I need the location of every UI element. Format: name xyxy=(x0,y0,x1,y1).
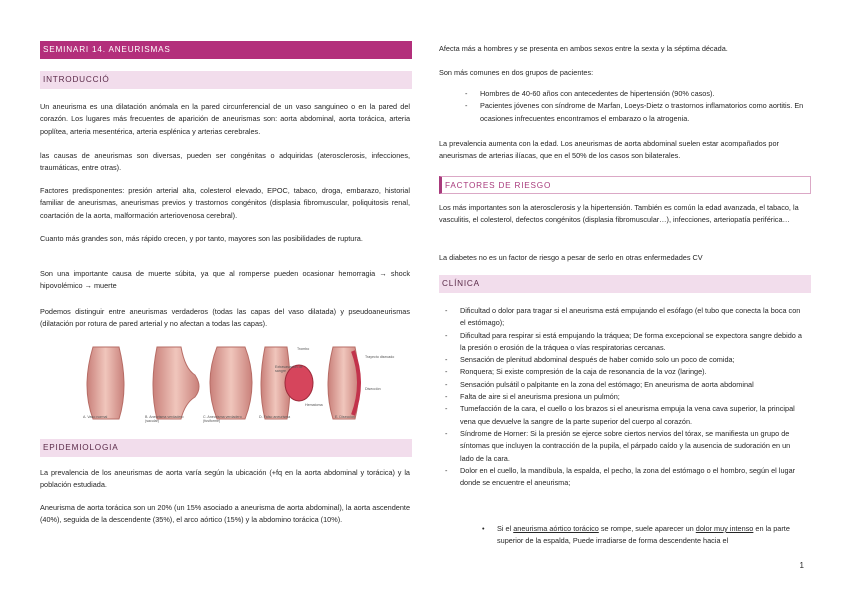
figure-label-d: D. Falso aneurisma xyxy=(259,415,291,419)
epidemiologia-paragraph-2: Aneurisma de aorta torácica son un 20% (un 15% asociado a aneurisma de aorta abdominal), la aorta ascendente (40%), seguida de la descendente (35%), el arco aórtico (15%) y la abdomino torácica (10%). xyxy=(40,503,410,525)
clinica-symptoms-list xyxy=(460,305,805,489)
list-item: - Pacientes jóvenes con síndrome de Marfan, Loeys-Dietz o trastornos inflamatorios como aortitis. En ocasiones infrecuentes encontramos el embarazo o la atrogenia. xyxy=(480,100,805,125)
epidemiologia-heading-text: EPIDEMIOLOGIA xyxy=(43,443,119,452)
section-heading-epidemiologia xyxy=(40,439,412,457)
sub-item-rest: en la parte superior de la espalda, Puede irradiarse de forma descendente hacia el xyxy=(497,524,790,546)
figure-label-a: A. Vaso normal xyxy=(83,415,108,419)
right-paragraph-groups: Son más comunes en dos grupos de pacientes: xyxy=(439,68,594,77)
right-paragraph-sexes: Afecta más a hombres y se presenta en ambos sexos entre la sexta y la séptima década. xyxy=(439,44,728,53)
sub-item-underlined-pain: dolor muy intenso xyxy=(695,524,754,533)
page-number: 1 xyxy=(799,561,804,570)
figure-annotation-dissection: Disección xyxy=(365,387,381,391)
sub-item-prefix: Si el xyxy=(497,524,514,533)
figure-annotation-thrombus: Trombo xyxy=(297,347,310,351)
aneurysm-types-figure xyxy=(53,343,398,431)
intro-paragraph-1: Un aneurisma es una dilatación anómala en la pared circunferencial de un vaso sanguineo o en la pared del corazón. Los lugares más frecuentes de aparición de aneurismas son: aorta abdominal, aorta torácica, arteria poplítea, arteria mesentérica, arteria esplénica y arterias cerebrales. xyxy=(40,102,410,136)
list-item: - Sensación pulsátil o palpitante en la zona del estómago; En aneurisma de aorta abdominal xyxy=(460,379,805,391)
vessel-fusiform xyxy=(210,347,252,419)
vessel-saccular xyxy=(153,347,199,419)
vessel-dissection xyxy=(328,347,359,419)
sub-list-item xyxy=(497,523,807,548)
list-item: - Sensación de plenitud abdominal después de haber comido solo un poco de comida; xyxy=(460,354,805,366)
list-item: - Tumefacción de la cara, el cuello o los brazos si el aneurisma empuja la vena cava superior, la principal vena que devuelve la sangre de la parte superior del cuerpo al corazón. xyxy=(460,403,805,428)
figure-annotation-extravasation: Extravasación de sangre xyxy=(275,365,303,373)
list-item: - Dificultad para respirar si está empujando la tráquea; De forma excepcional se expectora sangre debido a la presión o erosión de la tráquea o vías respiratorias cercanas. xyxy=(460,330,805,355)
right-paragraph-prevalence: La prevalencia aumenta con la edad. Los aneurismas de aorta abdominal suelen estar acompañados por aneurismas de arterias ilíacas, que en el 50% de los casos son bilaterales. xyxy=(439,139,779,161)
intro-paragraph-4: Cuanto más grandes son, más rápido crecen, y por tanto, mayores son las posibilidades de ruptura. xyxy=(40,234,363,243)
list-item: - Ronquera; Si existe compresión de la caja de resonancia de la voz (laringe). xyxy=(460,366,805,378)
list-item: - Dolor en el cuello, la mandíbula, la espalda, el pecho, la zona del estómago o el hombro, según el lugar donde se encuentre el aneurisma; xyxy=(460,465,805,490)
figure-label-c: C. Aneurisma verdadero (fusiforme) xyxy=(203,415,242,423)
intro-paragraph-3: Factores predisponentes: presión arterial alta, colesterol elevado, EPOC, tabaco, droga, embarazo, historial familiar de aneurismas, aneurismas previos y trastornos congénitos (displasia fibromuscular, poliquitosis renal, coartación de la aorta, malformación arteriovenosa cerebral). xyxy=(40,186,410,220)
list-item: - Dificultad o dolor para tragar si el aneurisma está empujando el esófago (el tubo que conecta la boca con el estómago); xyxy=(460,305,805,330)
section-heading-introduccio xyxy=(40,71,412,89)
list-item: - Síndrome de Horner: Si la presión se ejerce sobre ciertos nervios del tórax, se manifiesta un grupo de síntomas que incluyen la contracción de la pupila, el párpado caído y la ausencia de sudoración en un lado de la cara. xyxy=(460,428,805,465)
clinica-sublist xyxy=(497,523,807,548)
list-item: - Falta de aire si el aneurisma presiona un pulmón; xyxy=(460,391,805,403)
sub-item-mid: se rompe, suele aparecer un xyxy=(598,524,696,533)
sub-item-underlined-term: aneurisma aórtico torácico xyxy=(513,524,599,533)
section-heading-factores xyxy=(439,176,811,194)
document-title xyxy=(40,41,412,59)
document-title-text: SEMINARI 14. ANEURISMAS xyxy=(43,45,171,54)
intro-paragraph-5: Son una importante causa de muerte súbita, ya que al romperse pueden ocasionar hemorragia → shock hipovolémico → muerte xyxy=(40,269,410,291)
figure-annotation-hematoma: Hematoma xyxy=(305,403,323,407)
epidemiologia-paragraph-1: La prevalencia de los aneurismas de aorta varía según la ubicación (+fq en la aorta abdominal y torácica) y la población estudiada. xyxy=(40,468,410,490)
clinica-heading-text: CLÍNICA xyxy=(442,279,480,288)
vessel-false-aneurysm xyxy=(261,347,313,419)
introduccio-heading-text: INTRODUCCIÓ xyxy=(43,75,110,84)
vessel-normal xyxy=(87,347,124,419)
factores-paragraph-2: La diabetes no es un factor de riesgo a pesar de serlo en otras enfermedades CV xyxy=(439,253,703,262)
intro-paragraph-2: las causas de aneurismas son diversas, pueden ser congénitas o adquiridas (aterosclerosis, infecciones, traumáticas, entre otras). xyxy=(40,151,410,173)
factores-heading-text: FACTORES DE RIESGO xyxy=(445,181,552,190)
factores-paragraph-1: Los más importantes son la aterosclerosis y la hipertensión. También es común la edad avanzada, el tabaco, la vasculitis, el colesterol, defectos congénitos (displasia fibromuscular…), infecciones, arteriopatía periférica… xyxy=(439,203,799,225)
figure-label-b: B. Aneurisma verdadero (sacular) xyxy=(145,415,184,423)
figure-annotation-tract: Trayecto disecado xyxy=(365,355,395,359)
patient-groups-list xyxy=(480,88,805,125)
figure-label-e: E. Disección xyxy=(335,415,355,419)
intro-paragraph-6: Podemos distinguir entre aneurismas verdaderos (todas las capas del vaso dilatada) y pseudoaneurismas (dilatación por rotura de pared arterial y no afectan a todas las capas). xyxy=(40,307,410,329)
section-heading-clinica xyxy=(439,275,811,293)
list-item: - Hombres de 40-60 años con antecedentes de hipertensión (90% casos). xyxy=(480,88,805,100)
